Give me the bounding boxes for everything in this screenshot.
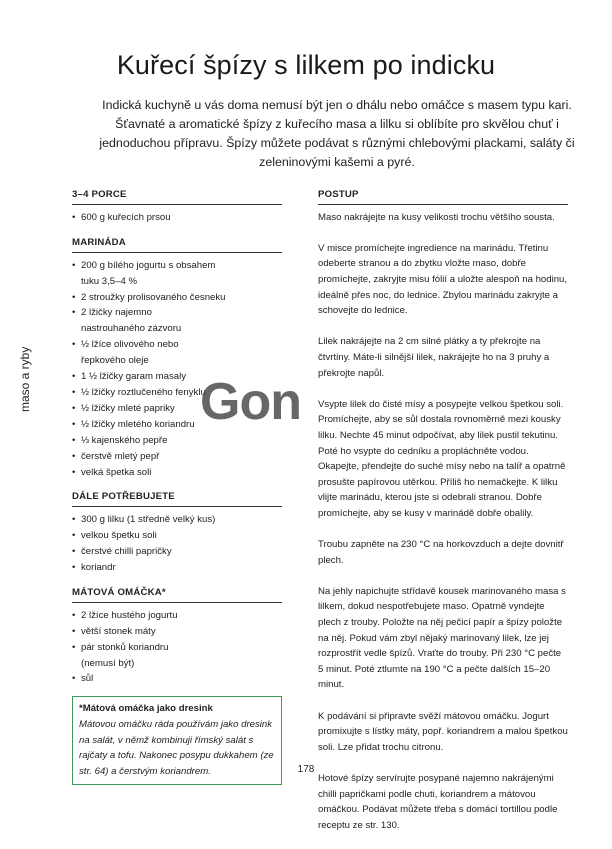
ingredient-item: • 1 ½ lžičky garam masaly	[72, 369, 282, 385]
method-step: Na jehly napichujte střídavě kousek marinovaného masa s lilkem, dokud nespotřebujete maso. Opatrně vyndejte plech z trouby. Položte na něj pečicí papír a špízy položte na něj. Pokud vám zbyl nějaký marinovaný lilek, lze jej rozprostřít vedle špízů. Vraťte do trouby. Při 230 °C pečte 5 minut. Poté ztlumte na 190 °C a pečte dalších 15–20 minut.	[318, 585, 566, 691]
tip-body: Mátovou omáčku ráda používám jako dresink na salát, v němž kombinuji římský salát s rajčaty a tofu. Nakonec posypu dukkahem (ze str. 64) a čerstvým koriandrem.	[79, 718, 274, 777]
ingredient-item: • 200 g bílého jogurtu s obsahem tuku 3,5–4 %	[72, 258, 236, 290]
ingredient-list	[72, 512, 282, 576]
ingredient-item: • 2 lžičky najemno nastrouhaného zázvoru	[72, 305, 201, 337]
ingredient-item: • velká špetka soli	[72, 465, 282, 481]
ingredient-list	[72, 608, 282, 688]
method-step: K podávání si připravte svěží mátovou omáčku. Jogurt promixujte s lístky máty, popř. koriandrem a malou špetkou soli. Lze přidat trochu citronu.	[318, 710, 568, 753]
ingredient-section-portions	[72, 187, 282, 226]
ingredient-item: • 2 stroužky prolisovaného česneku	[72, 290, 282, 306]
method-step: V misce promíchejte ingredience na marinádu. Třetinu odeberte stranou a do zbytku vložte maso, dobře promíchejte, zakryjte misu fólií a uložte alespoň na hodinu, ideálně přes noc, do lednice. Zbylou marinádu zakryjte a schovejte do lednice.	[318, 242, 568, 317]
ingredient-section-additional	[72, 489, 282, 576]
method-heading: POSTUP	[318, 187, 568, 205]
method-step: Maso nakrájejte na kusy velikosti trochu většího sousta.	[318, 211, 555, 223]
ingredient-section-mint-sauce	[72, 585, 282, 687]
ingredient-item: • sůl	[72, 671, 282, 687]
tip-title: *Mátová omáčka jako dresink	[79, 703, 213, 715]
ingredient-item: • pár stonků koriandru (nemusí být)	[72, 640, 191, 672]
ingredients-column	[72, 187, 282, 785]
ingredient-item: • větší stonek máty	[72, 624, 282, 640]
ingredient-item: • ½ lžičky mletého koriandru	[72, 417, 282, 433]
ingredient-item: • velkou špetku soli	[72, 528, 282, 544]
section-heading: MARINÁDA	[72, 235, 282, 253]
watermark-logo: Gon	[200, 373, 301, 431]
section-heading: 3–4 PORCE	[72, 187, 282, 205]
ingredient-item: • čerstvé chilli papričky	[72, 544, 282, 560]
recipe-intro: Indická kuchyně u vás doma nemusí být jen o dhálu nebo omáčce s masem typu kari. Šťavnaté a aromatické špízy z kuřecího masa a lilku si oblíbíte pro skvělou chuť i jednoduchou přípravu. Špízy můžete podávat s různými chlebovými plackami, saláty či zeleninovými kašemi a pyré.	[99, 98, 575, 169]
section-heading: MÁTOVÁ OMÁČKA*	[72, 585, 282, 603]
ingredient-item: • ½ lžíce olivového nebo řepkového oleje	[72, 337, 221, 369]
ingredient-item: • ½ lžičky roztlučeného fenyklu	[72, 385, 282, 401]
method-step: Troubu zapněte na 230 °C na horkovzduch a dejte dovnitř plech.	[318, 539, 564, 566]
method-step: Hotové špízy servírujte posypané najemno nakrájenými chilli papričkami podle chuti, koriandrem a mátovou omáčkou. Podávat můžete třeba s domácí tortillou podle receptu ze str. 130.	[318, 772, 558, 831]
recipe-title: Kuřecí špízy s lilkem po indicku	[116, 50, 496, 80]
method-step: Lilek nakrájejte na 2 cm silné plátky a ty překrojte na čtvrtiny. Máte-li silnější lilek, nakrájejte ho na 3 pruhy a překrojte napůl.	[318, 336, 550, 379]
ingredient-list	[72, 210, 282, 226]
method-step: Vsypte lilek do čisté mísy a posypejte velkou špetkou soli. Promíchejte, aby se sůl dostala rovnoměrně mezi kousky lilku. Nechte 45 minut odpočívat, aby lilek pustil tekutinu. Poté ho vsypte do cedníku a propláchněte vodou. Okapejte, přendejte do suché mísy nebo na talíř a opatrně prosušte papírovou utěrkou. Příliš ho nemačkejte. K lilku vlijte marinádu, kterou jste si odebrali stranou. Dobře promíchejte, aby se kusy v marinádě dobře obalily.	[318, 398, 566, 519]
ingredient-item: • ½ lžičky mleté papriky	[72, 401, 282, 417]
method-column	[318, 187, 568, 849]
section-heading: DÁLE POTŘEBUJETE	[72, 489, 282, 507]
ingredient-item: • koriandr	[72, 560, 282, 576]
ingredient-item: • 300 g lilku (1 středně velký kus)	[72, 512, 282, 528]
ingredient-list	[72, 258, 282, 481]
ingredient-item: • 600 g kuřecích prsou	[72, 210, 282, 226]
chapter-side-label: maso a ryby	[18, 346, 32, 412]
ingredient-item: • čerstvě mletý pepř	[72, 449, 282, 465]
ingredient-section-marinade	[72, 235, 282, 481]
page-number: 178	[297, 764, 315, 775]
ingredient-item: • 2 lžíce hustého jogurtu	[72, 608, 282, 624]
ingredient-item: • ⅓ kajenského pepře	[72, 433, 282, 449]
